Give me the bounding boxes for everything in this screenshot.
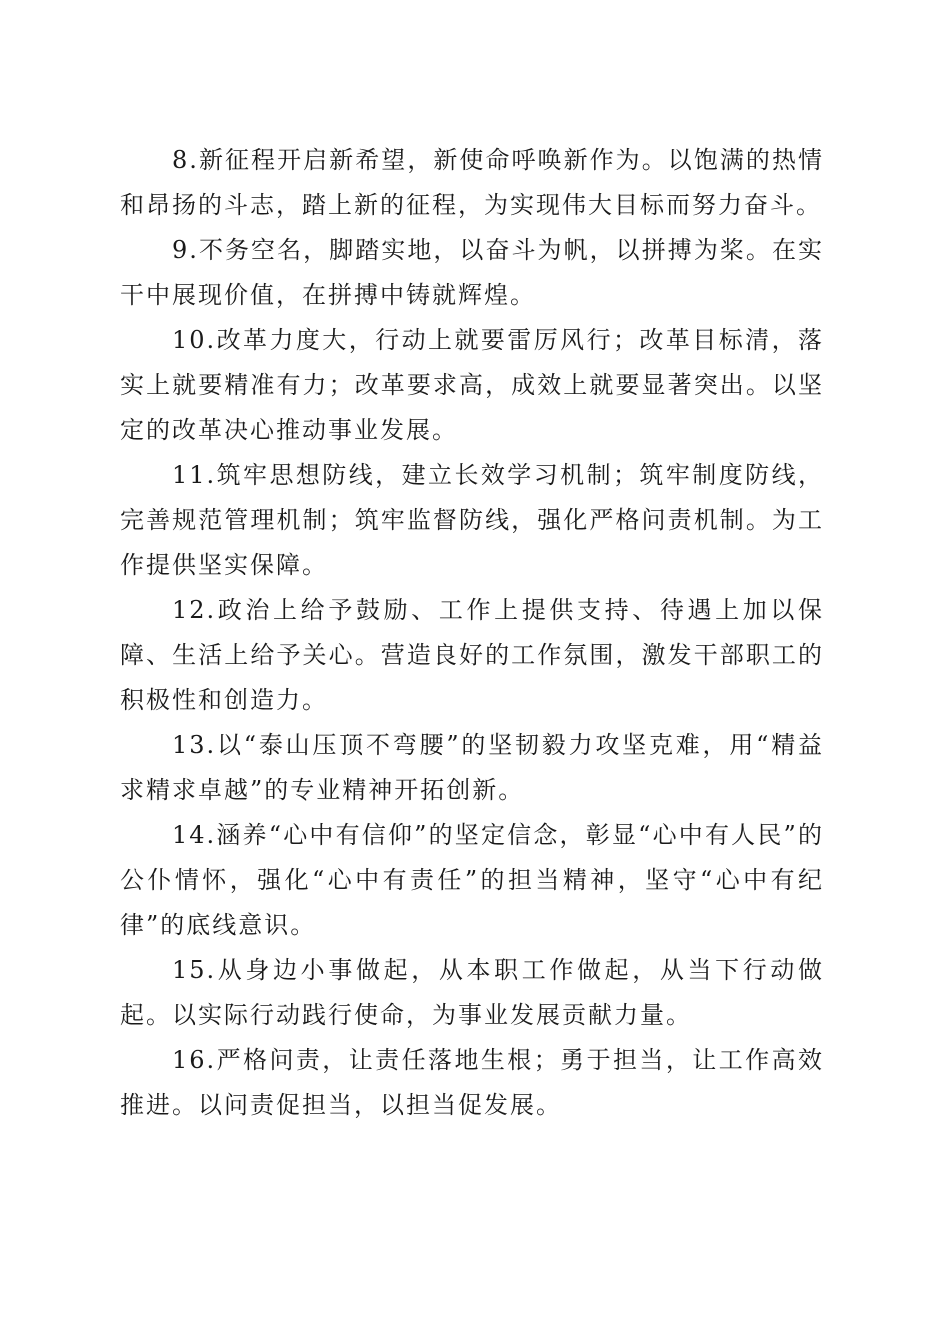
paragraph-text: 以“泰山压顶不弯腰”的坚韧毅力攻坚克难，用“精益求精求卓越”的专业精神开拓创新。: [120, 731, 824, 804]
paragraph-text: 从身边小事做起，从本职工作做起，从当下行动做起。以实际行动践行使命，为事业发展贡献力量。: [120, 956, 824, 1029]
paragraph-13: [120, 723, 824, 813]
paragraph-number: 16.: [172, 1046, 217, 1074]
paragraph-text: 不务空名，脚踏实地，以奋斗为帆，以拼搏为桨。在实干中展现价值，在拼搏中铸就辉煌。: [120, 236, 824, 309]
paragraph-number: 9.: [172, 236, 199, 264]
paragraph-text: 改革力度大，行动上就要雷厉风行；改革目标清，落实上就要精准有力；改革要求高，成效上就要显著突出。以坚定的改革决心推动事业发展。: [120, 326, 824, 444]
paragraph-number: 11.: [172, 461, 217, 489]
paragraph-number: 8.: [172, 146, 199, 174]
paragraph-number: 12.: [172, 596, 217, 624]
paragraph-16: [120, 1038, 824, 1128]
paragraph-11: [120, 453, 824, 588]
paragraph-text: 严格问责，让责任落地生根；勇于担当，让工作高效推进。以问责促担当，以担当促发展。: [120, 1046, 824, 1119]
paragraph-15: [120, 948, 824, 1038]
paragraph-8: [120, 138, 824, 228]
paragraph-number: 13.: [172, 731, 217, 759]
paragraph-number: 15.: [172, 956, 217, 984]
paragraph-14: [120, 813, 824, 948]
paragraph-10: [120, 318, 824, 453]
paragraph-number: 14.: [172, 821, 217, 849]
paragraph-text: 政治上给予鼓励、工作上提供支持、待遇上加以保障、生活上给予关心。营造良好的工作氛围，激发干部职工的积极性和创造力。: [120, 596, 824, 714]
document-body: [120, 138, 824, 1128]
paragraph-text: 筑牢思想防线，建立长效学习机制；筑牢制度防线，完善规范管理机制；筑牢监督防线，强化严格问责机制。为工作提供坚实保障。: [120, 461, 824, 579]
paragraph-text: 新征程开启新希望，新使命呼唤新作为。以饱满的热情和昂扬的斗志，踏上新的征程，为实现伟大目标而努力奋斗。: [120, 146, 824, 219]
paragraph-text: 涵养“心中有信仰”的坚定信念，彰显“心中有人民”的公仆情怀，强化“心中有责任”的担当精神，坚守“心中有纪律”的底线意识。: [120, 821, 824, 939]
paragraph-9: [120, 228, 824, 318]
paragraph-12: [120, 588, 824, 723]
paragraph-number: 10.: [172, 326, 217, 354]
